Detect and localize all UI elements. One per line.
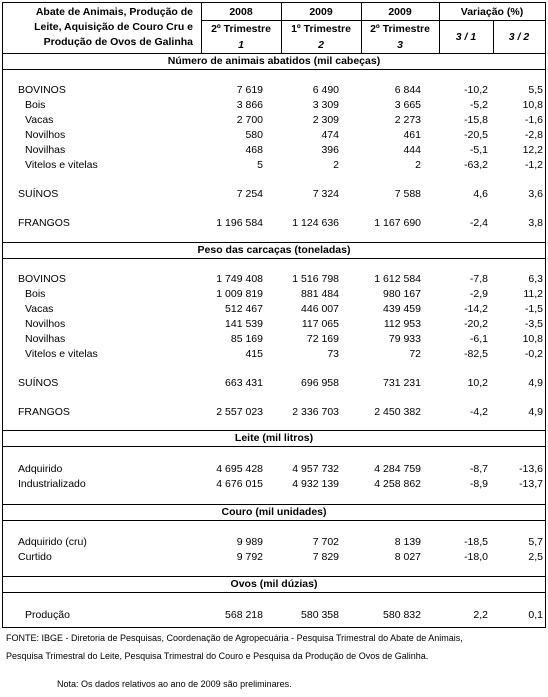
- section-title: Ovos (mil dúzias): [230, 578, 318, 590]
- table-cell: 3,8: [528, 217, 543, 229]
- table-cell: 568 218: [225, 609, 263, 621]
- source-line-2: Pesquisa Trimestral do Leite, Pesquisa Trimestral do Couro e Pesquisa da Produção de Ovos de Galinha.: [6, 651, 429, 661]
- table-cell: 731 231: [383, 377, 421, 389]
- column-quarter: 2º Trimestre: [370, 23, 430, 35]
- column-quarter: 2º Trimestre: [211, 23, 271, 35]
- section-title-underline: [3, 69, 545, 70]
- table-cell: 7 702: [312, 536, 339, 548]
- table-cell: 4,9: [528, 406, 543, 418]
- table-cell: 1 612 584: [374, 273, 421, 285]
- table-cell: 4,9: [528, 377, 543, 389]
- section-title: Peso das carcaças (toneladas): [197, 244, 351, 256]
- table-cell: 2,5: [528, 551, 543, 563]
- table-cell: 881 484: [301, 288, 339, 300]
- table-cell: 439 459: [383, 303, 421, 315]
- row-label: Novilhos: [25, 129, 66, 141]
- row-label: Novilhas: [25, 333, 66, 345]
- table-cell: -4,2: [469, 406, 488, 418]
- table-cell: -82,5: [464, 348, 488, 360]
- table-cell: 1 516 798: [292, 273, 339, 285]
- table-cell: 3 866: [236, 99, 263, 111]
- row-label: FRANGOS: [18, 406, 70, 418]
- column-index: 1: [238, 39, 244, 51]
- table-cell: 79 933: [388, 333, 421, 345]
- table-cell: 6 844: [394, 84, 421, 96]
- table-cell: 396: [321, 144, 339, 156]
- section-divider: [3, 242, 545, 243]
- table-cell: -2,9: [469, 288, 488, 300]
- column-quarter: 1º Trimestre: [291, 23, 351, 35]
- column-index: 3: [397, 39, 403, 51]
- table-cell: 4 695 428: [216, 463, 263, 475]
- table-cell: -13,6: [519, 463, 543, 475]
- table-cell: 2 336 703: [292, 406, 339, 418]
- table-cell: 2 450 382: [374, 406, 421, 418]
- column-year: 2008: [229, 6, 253, 18]
- table-cell: 2: [333, 159, 339, 171]
- row-label: Vitelos e vitelas: [25, 159, 98, 171]
- table-cell: -13,7: [519, 478, 543, 490]
- table-cell: 4 676 015: [216, 478, 263, 490]
- table-cell: -18,5: [464, 536, 488, 548]
- table-cell: 1 167 690: [374, 217, 421, 229]
- table-cell: 85 169: [230, 333, 263, 345]
- table-cell: 468: [245, 144, 263, 156]
- table-cell: 4,6: [473, 188, 488, 200]
- table-cell: 3,6: [528, 188, 543, 200]
- section-title-underline: [3, 446, 545, 447]
- table-cell: 4 258 862: [374, 478, 421, 490]
- table-cell: 10,2: [467, 377, 488, 389]
- table-cell: 4 284 759: [374, 463, 421, 475]
- table-cell: 1 009 819: [216, 288, 263, 300]
- table-cell: 2 309: [312, 114, 339, 126]
- section-title-underline: [3, 520, 545, 521]
- footnote: Nota: Os dados relativos ao ano de 2009 são preliminares.: [57, 679, 292, 689]
- table-title-line: Abate de Animais, Produção de: [35, 6, 193, 18]
- data-table: [2, 2, 546, 628]
- row-label: Adquirido: [18, 463, 63, 475]
- variation-col-3-2: 3 / 2: [508, 31, 530, 43]
- table-cell: -5,2: [469, 99, 488, 111]
- table-cell: 461: [403, 129, 421, 141]
- table-cell: -1,6: [524, 114, 543, 126]
- table-cell: 12,2: [522, 144, 543, 156]
- column-year: 2009: [309, 6, 333, 18]
- table-cell: -63,2: [464, 159, 488, 171]
- variation-header: Variação (%): [460, 6, 524, 18]
- table-cell: 141 539: [225, 318, 263, 330]
- row-label: BOVINOS: [18, 273, 66, 285]
- table-cell: 580: [245, 129, 263, 141]
- row-label: Industrializado: [18, 478, 86, 490]
- source-line-1: FONTE: IBGE - Diretoria de Pesquisas, Coordenação de Agropecuária - Pesquisa Trimestral do Abate de Animais,: [6, 633, 463, 643]
- table-cell: 7 254: [236, 188, 263, 200]
- row-label: Curtido: [18, 551, 52, 563]
- column-index: 2: [318, 39, 324, 51]
- table-cell: -7,8: [469, 273, 488, 285]
- table-cell: 7 588: [394, 188, 421, 200]
- section-divider: [3, 576, 545, 577]
- row-label: Novilhos: [25, 318, 66, 330]
- section-divider: [3, 504, 545, 505]
- table-cell: 580 832: [383, 609, 421, 621]
- table-cell: 6,3: [528, 273, 543, 285]
- table-cell: -20,5: [464, 129, 488, 141]
- table-cell: 11,2: [523, 288, 543, 300]
- table-cell: 5,7: [528, 536, 543, 548]
- table-cell: 415: [245, 348, 263, 360]
- table-cell: 1 196 584: [216, 217, 263, 229]
- table-cell: -1,2: [524, 159, 543, 171]
- table-cell: 3 665: [394, 99, 421, 111]
- table-cell: 73: [327, 348, 339, 360]
- table-cell: -18,0: [464, 551, 488, 563]
- table-cell: 2 557 023: [216, 406, 263, 418]
- header-bottom: [3, 53, 545, 54]
- table-cell: 3 309: [312, 99, 339, 111]
- row-label: Bois: [25, 288, 46, 300]
- table-cell: -2,8: [524, 129, 543, 141]
- section-title-underline: [3, 592, 545, 593]
- row-label: SUÍNOS: [18, 188, 59, 200]
- row-label: Bois: [25, 99, 46, 111]
- table-cell: 72: [409, 348, 421, 360]
- table-cell: 5: [257, 159, 263, 171]
- table-cell: 10,8: [522, 99, 543, 111]
- table-cell: 2: [415, 159, 421, 171]
- row-label: Vacas: [25, 303, 54, 315]
- row-label: BOVINOS: [18, 84, 66, 96]
- row-label: Vitelos e vitelas: [25, 348, 98, 360]
- table-cell: 10,8: [522, 333, 543, 345]
- table-cell: 2,2: [473, 609, 488, 621]
- section-title: Número de animais abatidos (mil cabeças): [167, 55, 381, 67]
- table-cell: 1 749 408: [216, 273, 263, 285]
- table-cell: 444: [403, 144, 421, 156]
- table-cell: -14,2: [464, 303, 488, 315]
- table-cell: 7 829: [312, 551, 339, 563]
- table-title-line: Produção de Ovos de Galinha: [43, 36, 193, 48]
- table-cell: 1 124 636: [292, 217, 339, 229]
- table-cell: 5,5: [528, 84, 543, 96]
- table-cell: 117 065: [301, 318, 339, 330]
- table-cell: 696 958: [301, 377, 339, 389]
- table-cell: 7 619: [236, 84, 263, 96]
- table-cell: -8,9: [469, 478, 488, 490]
- table-cell: 0,1: [528, 609, 543, 621]
- row-label: Vacas: [25, 114, 54, 126]
- row-label: FRANGOS: [18, 217, 70, 229]
- table-cell: 8 027: [394, 551, 421, 563]
- table-cell: -5,1: [469, 144, 488, 156]
- table-cell: -3,5: [524, 318, 543, 330]
- table-cell: 2 273: [394, 114, 421, 126]
- table-cell: -20,2: [464, 318, 488, 330]
- table-cell: 4 957 732: [292, 463, 339, 475]
- table-cell: 474: [321, 129, 339, 141]
- table-cell: 7 324: [312, 188, 339, 200]
- row-label: Novilhas: [25, 144, 66, 156]
- section-title: Leite (mil litros): [234, 432, 314, 444]
- section-title-underline: [3, 258, 545, 259]
- table-cell: 2 700: [236, 114, 263, 126]
- section-divider: [3, 430, 545, 431]
- table-title-line: Leite, Aquisição de Couro Cru e: [34, 21, 193, 33]
- section-title: Couro (mil unidades): [221, 506, 327, 518]
- table-cell: 112 953: [383, 318, 421, 330]
- row-label: Produção: [25, 609, 70, 621]
- row-label: Adquirido (cru): [18, 536, 87, 548]
- table-cell: 446 007: [301, 303, 339, 315]
- table-cell: 9 792: [236, 551, 263, 563]
- table-cell: -15,8: [464, 114, 488, 126]
- row-label: SUÍNOS: [18, 377, 59, 389]
- table-cell: -0,2: [524, 348, 543, 360]
- column-year: 2009: [388, 6, 412, 18]
- table-cell: 9 989: [236, 536, 263, 548]
- table-cell: 6 490: [312, 84, 339, 96]
- table-cell: 980 167: [383, 288, 421, 300]
- table-cell: 663 431: [225, 377, 263, 389]
- variation-col-3-1: 3 / 1: [455, 31, 477, 43]
- table-cell: -8,7: [469, 463, 488, 475]
- table-cell: -6,1: [469, 333, 488, 345]
- header-divider: [201, 20, 545, 21]
- table-cell: 8 139: [394, 536, 421, 548]
- table-cell: 4 932 139: [292, 478, 339, 490]
- table-cell: 72 169: [306, 333, 339, 345]
- table-cell: -2,4: [469, 217, 488, 229]
- table-cell: -1,5: [524, 303, 543, 315]
- table-cell: 580 358: [301, 609, 339, 621]
- table-cell: -10,2: [464, 84, 488, 96]
- table-cell: 512 467: [225, 303, 263, 315]
